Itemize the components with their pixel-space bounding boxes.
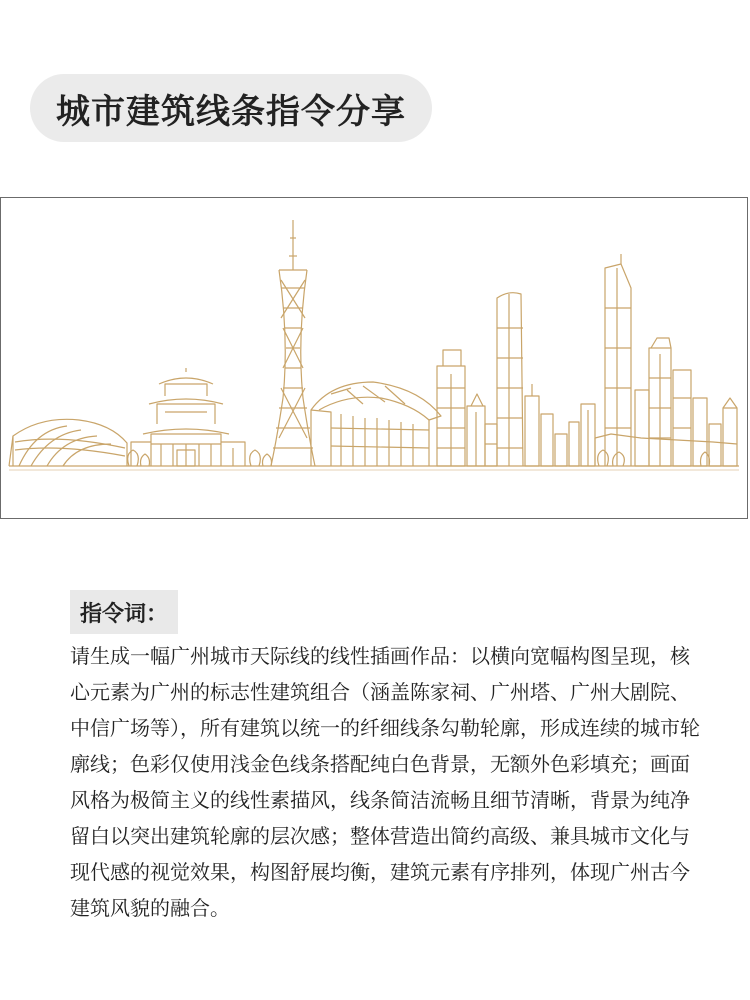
small-towers-drawing (525, 384, 595, 466)
prompt-heading: 指令词： (80, 601, 169, 627)
title-pill (30, 74, 432, 142)
trees-middle (250, 450, 272, 466)
stadium-drawing (9, 419, 127, 466)
prompt-heading-badge (70, 590, 178, 634)
highrise-cluster-drawing (437, 350, 485, 466)
traditional-hall-drawing (131, 368, 245, 466)
skyline-illustration (1, 198, 747, 518)
page-title: 城市建筑线条指令分享 (56, 91, 406, 132)
right-cluster-drawing (595, 338, 737, 466)
skyline-illustration-frame (0, 197, 748, 519)
opera-house-drawing (311, 382, 441, 466)
canton-tower-drawing (271, 220, 315, 466)
ifc-tower-drawing (485, 293, 523, 466)
prompt-text: 请生成一幅广州城市天际线的线性插画作品：以横向宽幅构图呈现，核心元素为广州的标志性建筑组合（涵盖陈家祠、广州塔、广州大剧院、中信广场等），所有建筑以统一的纤细线条勾勒轮廓，形成连续的城市轮廓线；色彩仅使用浅金色线条搭配纯白色背景，无额外色彩填充；画面风格为极简主义的线性素描风，线条简洁流畅且细节清晰，背景为纯净留白以突出建筑轮廓的层次感；整体营造出简约高级、兼具城市文化与现代感的视觉效果，构图舒展均衡，建筑元素有序排列，体现广州古今建筑风貌的融合。 (70, 644, 700, 920)
